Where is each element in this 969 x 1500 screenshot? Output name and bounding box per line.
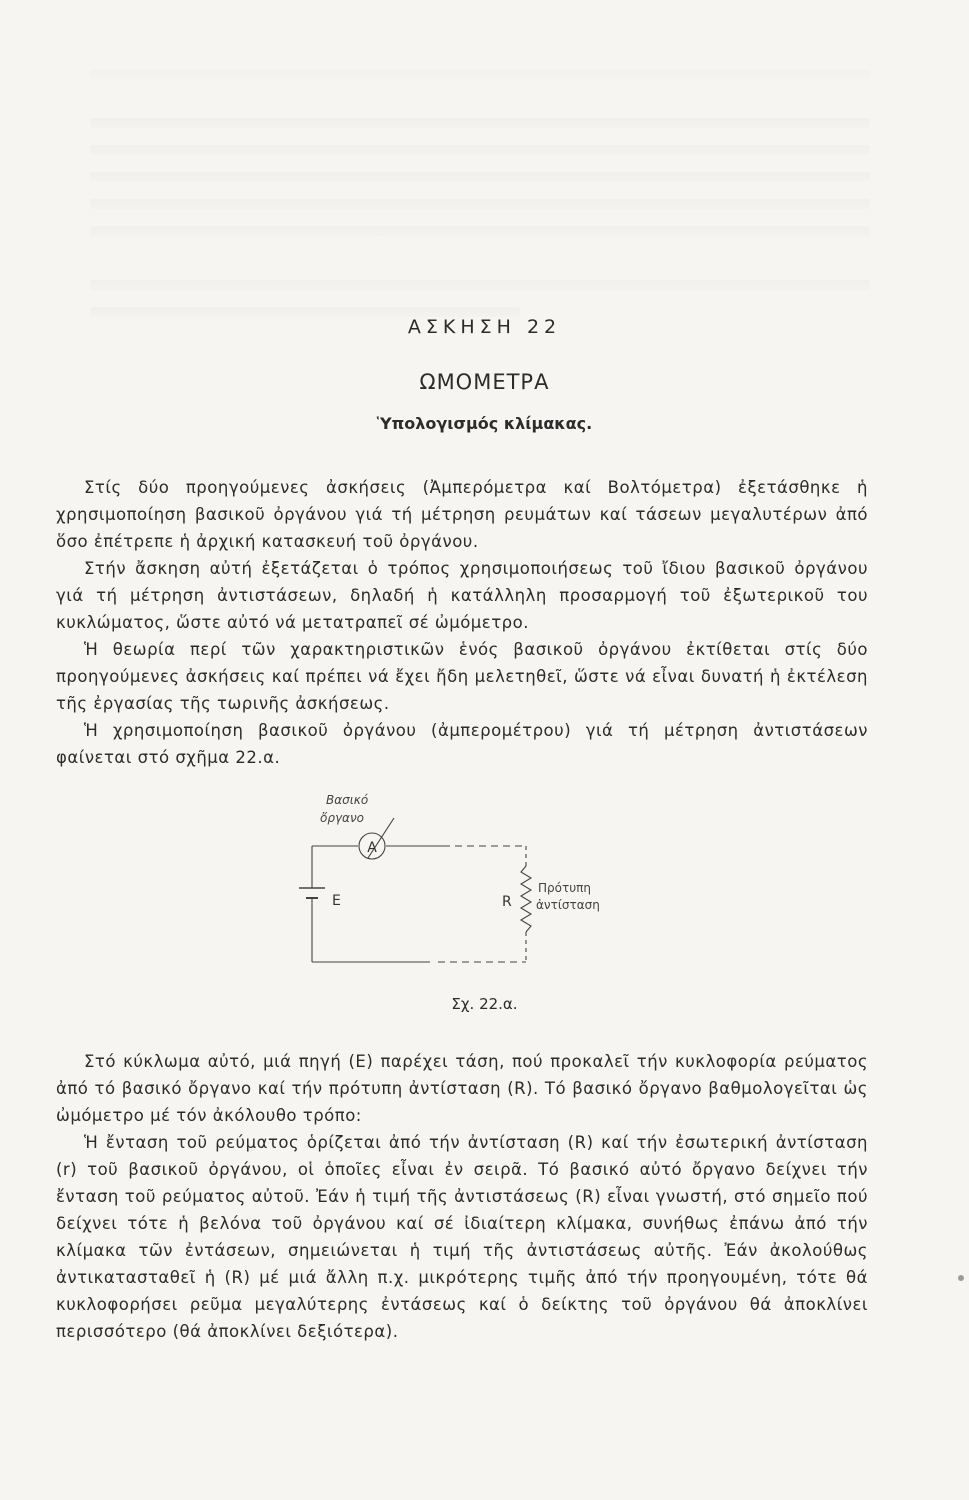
- resistor-label: Πρότυπη: [538, 881, 591, 895]
- ammeter-symbol: A: [367, 840, 377, 856]
- source-label: E: [332, 893, 341, 909]
- paragraph: Ἡ ἔνταση τοῦ ρεύματος ὁρίζεται ἀπό τήν ἀντίσταση (R) καί τήν ἐσωτερική ἀντίσταση (r) τοῦ βασικοῦ ὀργάνου, οἱ ὁποῖες εἶναι ἐν σειρᾶ. Τό βασικό αὐτό ὄργανο δείχνει τήν ἔνταση τοῦ ρεύματος αὐτοῦ. Ἐάν ἡ τιμή τῆς ἀντιστάσεως (R) εἶναι γνωστή, στό σημεῖο πού δείχνει τότε ἡ βελόνα τοῦ ὀργάνου καί σέ ἰδιαίτερη κλίμακα, συνήθως ἐπάνω ἀπό τήν κλίμακα τῶν ἐντάσεων, σημειώνεται ἡ τιμή τῆς ἀντιστάσεως αὐτῆς. Ἐάν ἀκολούθως ἀντικατασταθεῖ ἡ (R) μέ μιά ἄλλη π.χ. μικρότερης τιμῆς ἀπό τήν προηγουμένη, τότε θά κυκλοφορήσει ρεῦμα μεγαλύτερης ἐντάσεως καί ὁ δείκτης τοῦ ὀργάνου θά ἀποκλίνει περισσότερο (θά ἀποκλίνει δεξιότερα).: [56, 1133, 868, 1341]
- page-subtitle: Ὑπολογισμός κλίμακας.: [376, 414, 593, 433]
- circuit-diagram: [290, 782, 600, 992]
- figure-caption: Σχ. 22.α.: [451, 995, 518, 1013]
- resistor-symbol: R: [502, 894, 512, 910]
- exercise-number: ΑΣΚΗΣΗ 22: [407, 316, 562, 338]
- paragraph: Ἡ χρησιμοποίηση βασικοῦ ὀργάνου (ἀμπερομέτρου) γιά τή μέτρηση ἀντιστάσεων φαίνεται στό σχῆμα 22.α.: [56, 721, 868, 767]
- paragraph: Ἡ θεωρία περί τῶν χαρακτηριστικῶν ἑνός βασικοῦ ὀργάνου ἐκτίθεται στίς δύο προηγούμενες ἀσκήσεις καί πρέπει νά ἔχει ἤδη μελετηθεῖ, ὥστε νά εἶναι δυνατή ἡ ἐκτέλεση τῆς ἐργασίας τῆς τωρινῆς ἀσκήσεως.: [56, 640, 868, 713]
- intro-text: [56, 474, 868, 771]
- paragraph: Στίς δύο προηγούμενες ἀσκήσεις (Ἀμπερόμετρα καί Βολτόμετρα) ἐξετάσθηκε ἡ χρησιμοποίηση βασικοῦ ὀργάνου γιά τή μέτρηση ρευμάτων καί τάσεων μεγαλυτέρων ἀπό ὅσο ἐπέτρεπε ἡ ἀρχική κατασκευή τοῦ ὀργάνου.: [56, 478, 868, 551]
- bleed-through: [90, 70, 870, 80]
- instrument-label: ὄργανο: [320, 811, 365, 825]
- scan-mark: [958, 1275, 964, 1281]
- bleed-through: [90, 226, 870, 236]
- page-title: ΩΜΟΜΕΤΡΑ: [419, 370, 550, 394]
- bleed-through: [90, 199, 870, 209]
- bleed-through: [90, 280, 870, 290]
- paragraph: Στό κύκλωμα αὐτό, μιά πηγή (Ε) παρέχει τάση, πού προκαλεῖ τήν κυκλοφορία ρεύματος ἀπό τό βασικό ὄργανο καί τήν πρότυπη ἀντίσταση (R). Τό βασικό ὄργανο βαθμολογεῖται ὡς ὠμόμετρο μέ τόν ἀκόλουθο τρόπο:: [56, 1052, 868, 1125]
- resistor-label: ἀντίσταση: [536, 898, 600, 912]
- paragraph: Στήν ἄσκηση αὐτή ἐξετάζεται ὁ τρόπος χρησιμοποιήσεως τοῦ ἴδιου βασικοῦ ὀργάνου γιά τή μέτρηση ἀντιστάσεων, δηλαδή ἡ κατάλληλη προσαρμογή τοῦ ἐξωτερικοῦ του κυκλώματος, ὥστε αὐτό νά μετατραπεῖ σέ ὠμόμετρο.: [56, 559, 868, 632]
- bleed-through: [90, 145, 870, 155]
- bleed-through: [90, 172, 870, 182]
- bleed-through: [90, 118, 870, 128]
- body-text: [56, 1048, 868, 1345]
- instrument-label: Βασικό: [326, 793, 369, 807]
